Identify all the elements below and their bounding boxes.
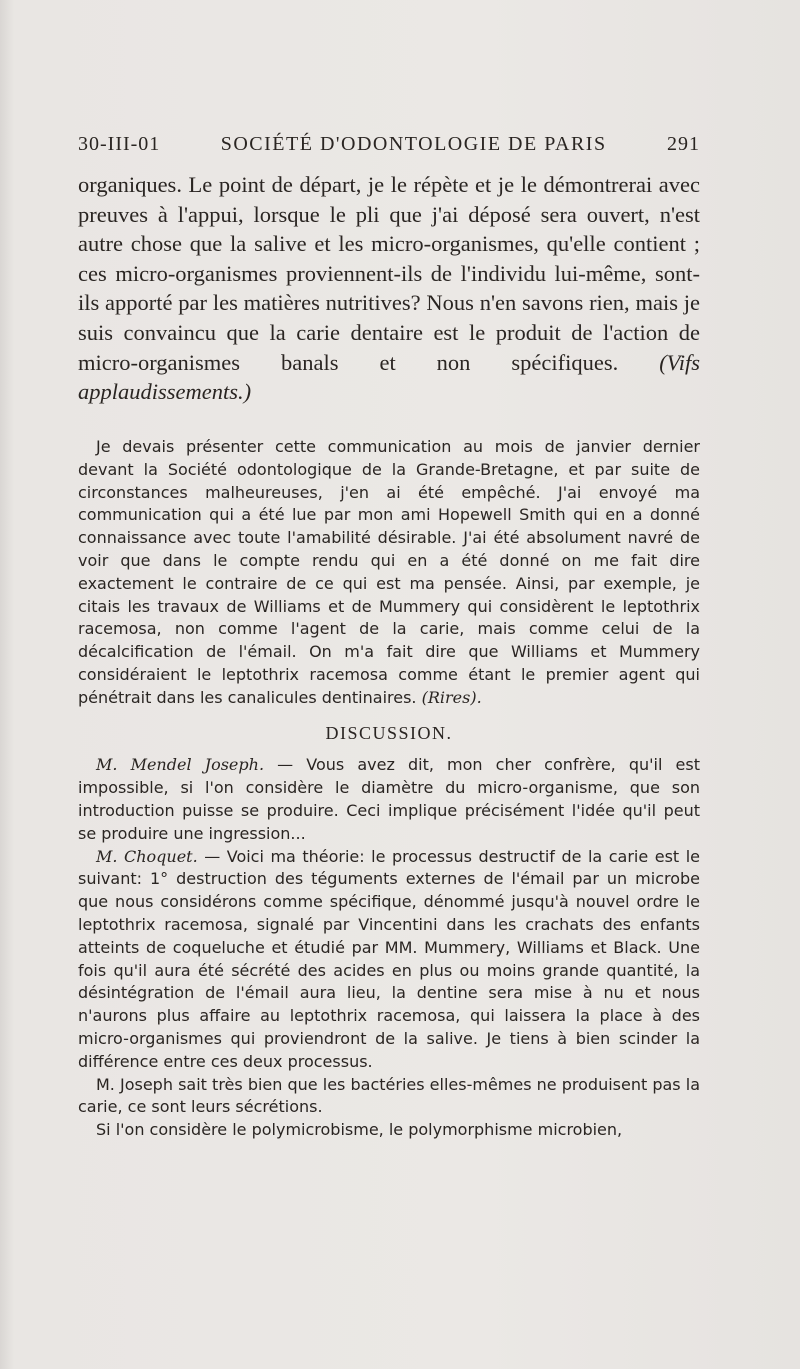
main-text [78, 436, 700, 1142]
laughter-note: (Rires). [421, 687, 482, 707]
page-number: 291 [667, 133, 700, 155]
speaker-text: — Voici ma théorie: le processus destructif de la carie est le suivant: 1° destruction des téguments externes de l'émail par un microbe que nous considérons comme spécifique, dénommé jusqu'à nouvel ordre le leptothrix racemosa, signalé par Vincentini dans les crachats des enfants atteints de coqueluche et étudié par MM. Mummery, Williams et Black. Une fois qu'il aura été sécrété des acides en plus ou moins grande quantité, la désintégration de l'émail aura lieu, la dentine sera mise à nu et nous n'aurons plus affaire au leptothrix racemosa, qui laissera la place à des micro-organismes qui proviendront de la salive. Je tiens à bien scinder la différence entre ces deux processus. [78, 846, 701, 1071]
discussion-entry [78, 846, 700, 1074]
discussion-heading: DISCUSSION. [325, 722, 453, 743]
speaker-name: M. Choquet. [96, 846, 198, 866]
discussion-entry [78, 754, 700, 845]
applause-note: (Vifs applaudissements.) [78, 349, 701, 405]
intro-paragraph [78, 170, 700, 407]
intro-text: organiques. Le point de départ, je le répète et je le démontrerai avec preuves à l'appui, lorsque le pli que j'ai déposé sera ouvert, n'est autre chose que la salive et les micro-organismes, qu'elle contient ; ces micro-organismes proviennent-ils de l'individu lui-même, sont-ils apporté par les matières nutritives? Nous n'en savons rien, mais je suis convaincu que la carie dentaire est le produit de l'action de micro-organismes banals et non spécifiques. [78, 172, 700, 375]
header-title: SOCIÉTÉ D'ODONTOLOGIE DE PARIS [220, 133, 607, 155]
last-paragraph: Si l'on considère le polymicrobisme, le polymorphisme microbien, [96, 1120, 623, 1140]
note-paragraph [78, 436, 700, 710]
joseph-paragraph: M. Joseph sait très bien que les bactéries elles-mêmes ne produisent pas la carie, ce sont leurs sécrétions. [78, 1074, 700, 1117]
speaker-name: M. Mendel Joseph. [96, 755, 265, 775]
note-text: Je devais présenter cette communication au mois de janvier dernier devant la Société odontologique de la Grande-Bretagne, et par suite de circonstances malheureuses, j'en ai été empêché. J'ai envoyé ma communication qui a été lue par mon ami Hopewell Smith qui en a donné connaissance avec toute l'amabilité désirable. J'ai été absolument navré de voir que dans le compte rendu qui en a été donné on me fait dire exactement le contraire de ce qui est ma pensée. Ainsi, par exemple, je citais les travaux de Williams et de Mummery qui considèrent le leptothrix racemosa, non comme l'agent de la carie, mais comme celui de la décalcification de l'émail. On m'a fait dire que Williams et Mummery considéraient le leptothrix racemosa comme étant le premier agent qui pénétrait dans les canalicules dentinaires. [78, 437, 700, 707]
speaker-text: — Vous avez dit, mon cher confrère, qu'il est impossible, si l'on considère le diamètre du micro-organisme, que son introduction puisse se produire. Ceci implique précisément l'idée qu'il peut se produire une ingression... [78, 755, 701, 843]
running-header [78, 133, 700, 156]
header-date: 30-III-01 [78, 133, 161, 155]
